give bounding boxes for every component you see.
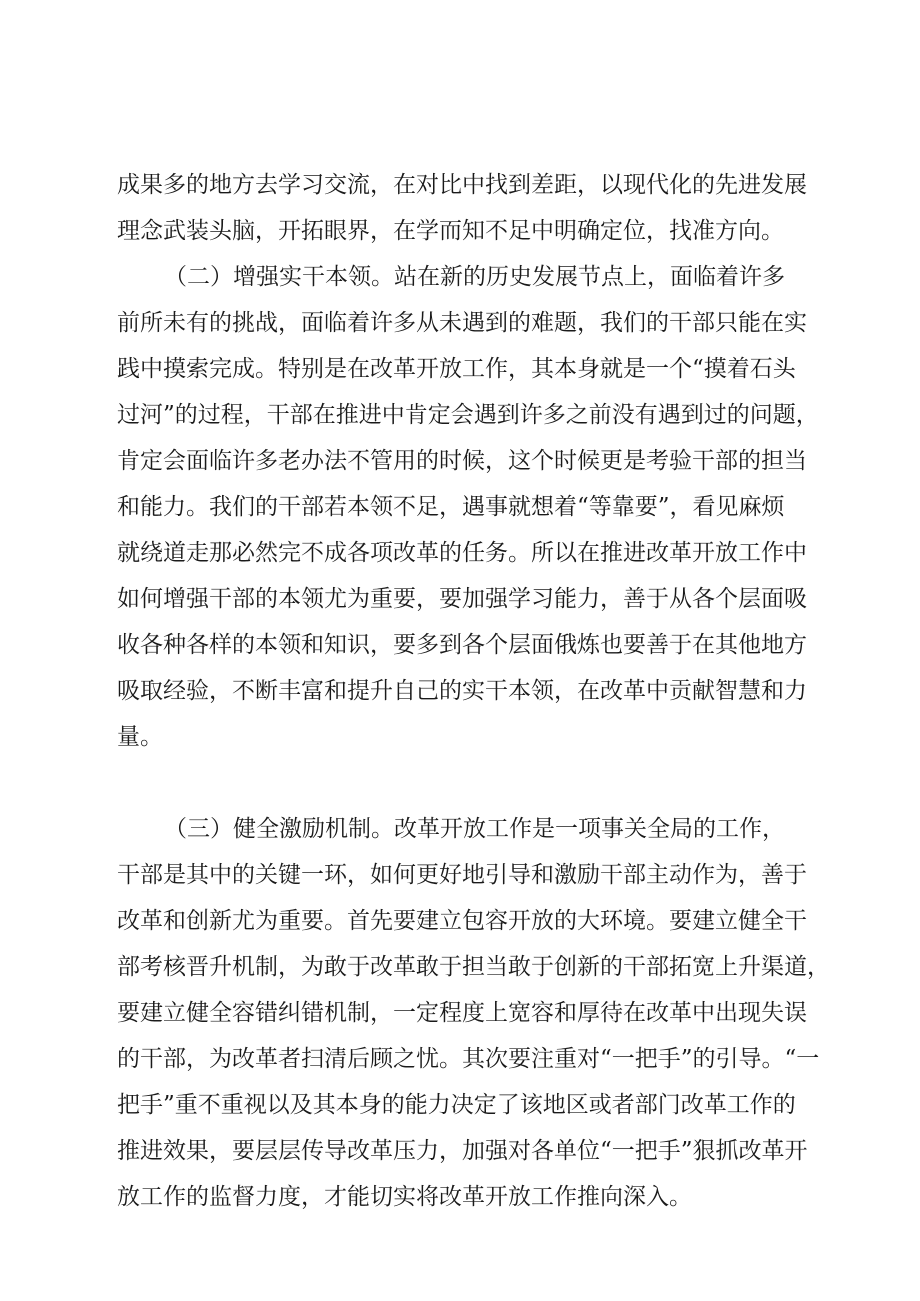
text-line: 改革和创新尤为重要。首先要建立包容开放的大环境。要建立健全干 <box>117 908 807 934</box>
section-heading-line: （二）增强实干本领。站在新的历史发展节点上，面临着许多 <box>164 264 785 290</box>
text-line: 就绕道走那必然完不成各项改革的任务。所以在推进改革开放工作中 <box>117 540 807 566</box>
text-line: 干部是其中的关键一环，如何更好地引导和激励干部主动作为，善于 <box>117 862 807 888</box>
text-line: 的干部，为改革者扫清后顾之忧。其次要注重对“一把手”的引导。“一 <box>117 1046 820 1072</box>
text-line: 要建立健全容错纠错机制，一定程度上宽容和厚待在改革中出现失误 <box>117 1000 807 1026</box>
text-line: 把手”重不重视以及其本身的能力决定了该地区或者部门改革工作的 <box>117 1092 796 1118</box>
text-line: 部考核晋升机制，为敢于改革敢于担当敢于创新的干部拓宽上升渠道， <box>117 954 830 980</box>
text-line: 和能力。我们的干部若本领不足，遇事就想着“等靠要”，看见麻烦 <box>117 494 785 520</box>
text-line <box>117 760 827 806</box>
text-line: 践中摸索完成。特别是在改革开放工作，其本身就是一个“摸着石头 <box>117 356 796 382</box>
text-line: 推进效果，要层层传导改革压力，加强对各单位“一把手”狠抓改革开 <box>117 1138 808 1164</box>
text-line: 吸取经验，不断丰富和提升自己的实干本领，在改革中贡献智慧和力 <box>117 678 807 704</box>
text-line: 理念武装头脑，开拓眼界，在学而知不足中明确定位，找准方向。 <box>117 218 784 244</box>
text-line: 如何增强干部的本领尤为重要，要加强学习能力，善于从各个层面吸 <box>117 586 807 612</box>
text-line: 成果多的地方去学习交流，在对比中找到差距，以现代化的先进发展 <box>117 172 807 198</box>
text-line: 前所未有的挑战，面临着许多从未遇到的难题，我们的干部只能在实 <box>117 310 807 336</box>
text-line: 放工作的监督力度，才能切实将改革开放工作推向深入。 <box>117 1184 692 1210</box>
section-heading-line: （三）健全激励机制。改革开放工作是一项事关全局的工作， <box>164 816 785 842</box>
text-line: 肯定会面临许多老办法不管用的时候，这个时候更是考验干部的担当 <box>117 448 807 474</box>
text-line: 收各种各样的本领和知识，要多到各个层面俄炼也要善于在其他地方 <box>117 632 807 658</box>
text-line: 过河”的过程，干部在推进中肯定会遇到许多之前没有遇到过的问题， <box>117 402 819 428</box>
text-line: 量。 <box>117 724 163 750</box>
